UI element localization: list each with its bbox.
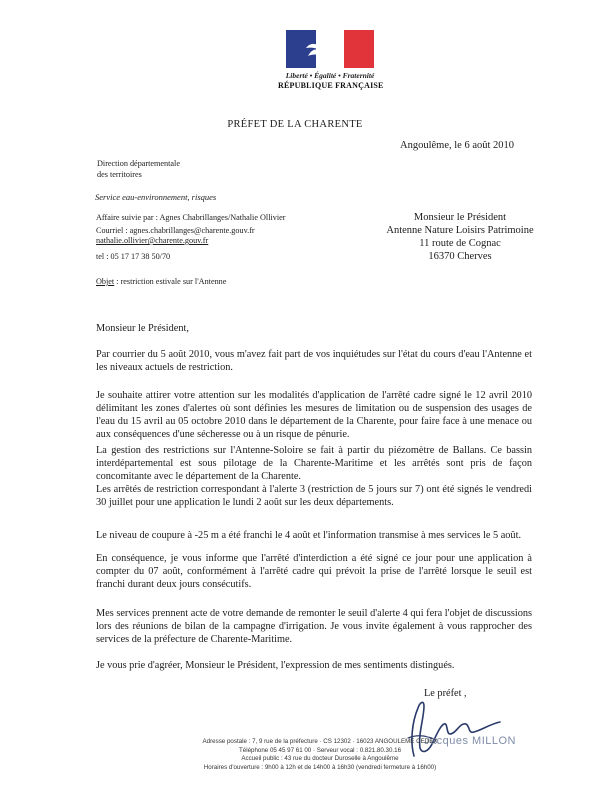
email-link-1[interactable]: agnes.chabrillanges@charente.gouv.fr	[129, 225, 255, 235]
paragraph-6-text: Mes services prennent acte de votre demande de remonter le seuil d'alerte 4 qui fera l'objet de discussions lors des réunions de bilan de la campagne d'irrigation. Je vous invite également à vous rapprocher des services de la préfecture de Charente-Maritime.	[96, 608, 532, 645]
paragraph-5	[96, 552, 532, 591]
paragraph-1	[96, 348, 532, 374]
paragraph-7-text: Je vous prie d'agréer, Monsieur le Président, l'expression de mes sentiments distingués.	[96, 660, 455, 671]
affaire-suivie: Affaire suivie par : Agnes Chabrillanges/Nathalie Ollivier	[96, 213, 286, 222]
footer-line-1: Adresse postale : 7, 9 rue de la préfecture · CS 12302 · 16023 ANGOULEME CEDEX	[202, 738, 438, 745]
recipient-address	[360, 211, 560, 263]
paragraph-2-text: Je souhaite attirer votre attention sur les modalités d'application de l'arrêté cadre signé le 12 avril 2010 délimitant les zones d'alertes où sont définies les mesures de limitation ou de suspension des usages de l'eau du 15 avril au 05 octobre 2010 dans le département de la Charente, pour faire face à une menace ou aux conséquences d'une sécheresse ou à un risque de pénurie.	[96, 390, 532, 440]
paragraph-3	[96, 444, 532, 509]
marianne-logo-icon	[286, 30, 374, 68]
footer-line-3: Accueil public : 43 rue du docteur Duroselle à Angoulême	[241, 755, 399, 763]
paragraph-1-text: Par courrier du 5 août 2010, vous m'avez fait part de vos inquiétudes sur l'état du cours d'eau l'Antenne et les niveaux actuels de restriction.	[96, 349, 532, 373]
courriel-label: Courriel :	[96, 225, 130, 235]
paragraph-6	[96, 607, 532, 646]
letter-subject	[96, 277, 226, 288]
footer-line-2: Téléphone 05 45 97 61 00 · Serveur vocal : 0.821.80.30.16	[238, 746, 402, 754]
direction-line-1: Direction départementale	[97, 159, 180, 168]
sender-service: Service eau-environnement, risques	[95, 192, 217, 202]
paragraph-4-text: Le niveau de coupure à -25 m a été franchi le 4 août et l'information transmise à mes services le 5 août.	[96, 530, 522, 541]
paragraph-5-text: En conséquence, je vous informe que l'arrêté d'interdiction a été signé ce jour pour une application à compter du 07 août, conformément à l'arrêté cadre qui prévoit la prise de l'arrêté lorsque le seuil est franchi durant deux jours consécutifs.	[96, 553, 532, 590]
signer-name: Jacques MILLON	[424, 735, 516, 747]
subject-text: : restriction estivale sur l'Antenne	[114, 277, 227, 286]
marianne-profile-icon	[306, 34, 352, 68]
courriel-line-2	[96, 236, 285, 247]
marianne-logo	[278, 30, 382, 94]
salutation: Monsieur le Président,	[96, 323, 189, 334]
recipient-line-3: 11 route de Cognac	[419, 238, 501, 249]
prefet-title: PRÉFET DE LA CHARENTE	[227, 119, 363, 130]
sender-contact-block	[96, 213, 285, 262]
recipient-line-2: Antenne Nature Loisirs Patrimoine	[386, 225, 534, 236]
republic-motto: Liberté • Égalité • Fraternité	[285, 71, 375, 80]
paragraph-3a-text: La gestion des restrictions sur l'Antenne-Soloire se fait à partir du piézomètre de Ballans. Ce bassin interdépartemental est sous pilotage de la Charente-Maritime et les arrêtés sont pris de façon concomitante avec le département de la Charente.	[96, 445, 532, 482]
telephone: tel : 05 17 17 38 50/70	[96, 251, 171, 261]
letter-date: Angoulême, le 6 août 2010	[400, 140, 515, 151]
paragraph-2	[96, 389, 532, 441]
republique-francaise-label: RÉPUBLIQUE FRANÇAISE	[278, 81, 384, 90]
paragraph-3b-text: Les arrêtés de restriction correspondant à l'alerte 3 (restriction de 5 jours sur 7) ont été signés le vendredi 30 juillet pour une application le lundi 2 août sur les deux départements.	[96, 484, 532, 508]
sender-direction	[97, 159, 180, 180]
courriel-line	[96, 226, 285, 237]
recipient-line-1: Monsieur le Président	[413, 212, 507, 223]
footer-line-4: Horaires d'ouverture : 9h00 à 12h et de 14h00 à 16h30 (vendredi fermeture à 16h00)	[203, 763, 437, 771]
recipient-line-4: 16370 Cherves	[428, 251, 492, 262]
closing-title: Le préfet ,	[424, 688, 467, 699]
paragraph-7	[96, 659, 532, 672]
footer-address	[150, 738, 490, 772]
paragraph-4	[96, 529, 532, 542]
email-link-2[interactable]: nathalie.ollivier@charente.gouv.fr	[96, 236, 209, 245]
subject-label: Objet	[96, 277, 115, 286]
direction-line-2: des territoires	[97, 169, 142, 179]
